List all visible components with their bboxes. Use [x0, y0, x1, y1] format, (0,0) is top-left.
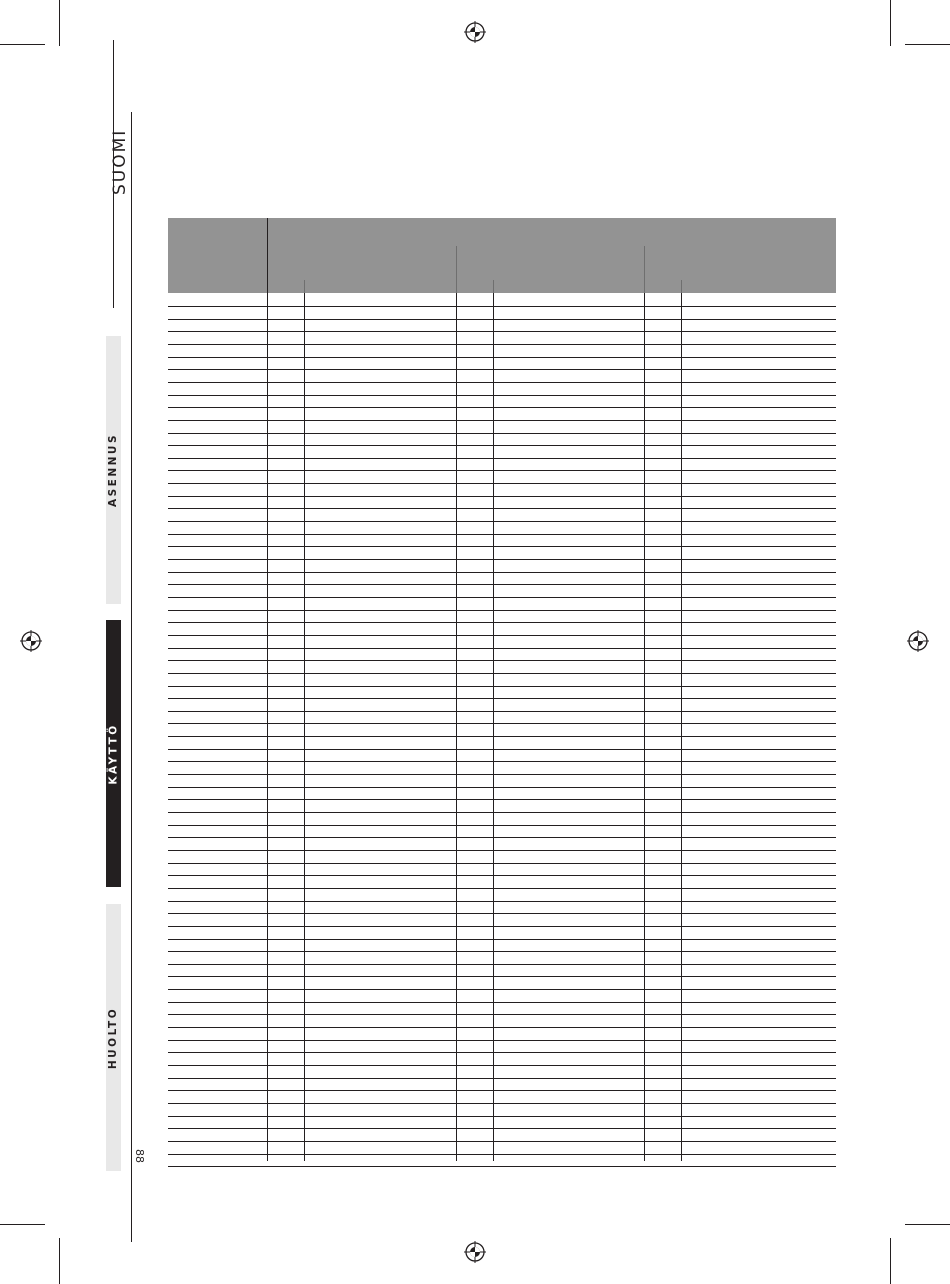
table-row-line: [168, 458, 836, 459]
table-row-line: [168, 660, 836, 661]
table-row-line: [168, 534, 836, 535]
table-row-line: [168, 989, 836, 990]
column-line: [304, 293, 305, 1161]
crop-mark: [0, 44, 45, 45]
header-divider: [644, 246, 645, 293]
table-row-line: [168, 976, 836, 977]
table-row-line: [168, 1154, 836, 1155]
crop-mark: [59, 1238, 60, 1284]
table-row-line: [168, 787, 836, 788]
table-row-line: [168, 901, 836, 902]
column-line: [493, 293, 494, 1161]
page-number: 88: [133, 1149, 146, 1163]
table-row-line: [168, 1027, 836, 1028]
table-row-line: [168, 610, 836, 611]
table-row-line: [168, 1040, 836, 1041]
column-line: [644, 293, 645, 1161]
table-row-line: [168, 1116, 836, 1117]
table-row-line: [168, 825, 836, 826]
table-row-line: [168, 622, 836, 623]
table-row-line: [168, 344, 836, 345]
table-row-line: [168, 584, 836, 585]
table-row-line: [168, 319, 836, 320]
table-row-line: [168, 913, 836, 914]
crop-mark: [0, 1224, 45, 1225]
crop-mark: [905, 44, 950, 45]
column-line: [456, 293, 457, 1161]
tab-asennus-label: ASENNUS: [107, 432, 120, 508]
table-row-line: [168, 875, 836, 876]
table-row-line: [168, 546, 836, 547]
table-row-line: [168, 331, 836, 332]
table-row-line: [168, 812, 836, 813]
tab-kaytto[interactable]: [106, 620, 121, 887]
table-row-line: [168, 888, 836, 889]
header-divider: [456, 246, 457, 293]
tab-huolto[interactable]: [106, 904, 121, 1171]
table-row-line: [168, 761, 836, 762]
table-row-line: [168, 470, 836, 471]
table-row-line: [168, 939, 836, 940]
table-row-line: [168, 799, 836, 800]
column-line: [267, 293, 268, 1161]
language-label: SUOMI: [110, 128, 130, 195]
table-row-line: [168, 369, 836, 370]
table-row-line: [168, 382, 836, 383]
crop-mark: [59, 0, 60, 46]
table-row-line: [168, 420, 836, 421]
crop-mark: [905, 1224, 950, 1225]
table-row-line: [168, 1166, 836, 1167]
crop-mark: [890, 1238, 891, 1284]
table-row-line: [168, 433, 836, 434]
table-row-line: [168, 1141, 836, 1142]
table-row-line: [168, 736, 836, 737]
table-row-line: [168, 711, 836, 712]
header-divider: [681, 280, 682, 293]
table-row-line: [168, 1065, 836, 1066]
header-divider: [267, 218, 268, 293]
table-row-line: [168, 306, 836, 307]
table-row-line: [168, 395, 836, 396]
table-row-line: [168, 521, 836, 522]
table-row-line: [168, 749, 836, 750]
table-row-line: [168, 964, 836, 965]
table-header: [168, 218, 836, 293]
table-row-line: [168, 673, 836, 674]
table-row-line: [168, 951, 836, 952]
table-row-line: [168, 648, 836, 649]
table-row-line: [168, 774, 836, 775]
table-row-line: [168, 496, 836, 497]
table-row-line: [168, 635, 836, 636]
registration-mark-icon: [464, 21, 486, 43]
table-row-line: [168, 698, 836, 699]
tab-kaytto-label: KÄYTTÖ: [107, 722, 120, 785]
margin-rule: [131, 112, 132, 1242]
table-row-line: [168, 926, 836, 927]
table-row-line: [168, 723, 836, 724]
registration-mark-icon: [907, 630, 929, 652]
table-row-line: [168, 1078, 836, 1079]
table-row-line: [168, 1014, 836, 1015]
table-row-line: [168, 445, 836, 446]
table-row-line: [168, 508, 836, 509]
tab-huolto-label: HUOLTO: [107, 1006, 120, 1069]
table-row-line: [168, 863, 836, 864]
registration-mark-icon: [20, 630, 42, 652]
table-row-line: [168, 407, 836, 408]
table-row-line: [168, 837, 836, 838]
log-table: [168, 218, 836, 1161]
table-row-line: [168, 850, 836, 851]
table-row-line: [168, 559, 836, 560]
table-row-line: [168, 1002, 836, 1003]
table-row-line: [168, 483, 836, 484]
table-row-line: [168, 1103, 836, 1104]
table-row-line: [168, 686, 836, 687]
table-row-line: [168, 1128, 836, 1129]
header-divider: [493, 280, 494, 293]
table-row-line: [168, 357, 836, 358]
table-row-line: [168, 572, 836, 573]
registration-mark-icon: [464, 1241, 486, 1263]
table-row-line: [168, 597, 836, 598]
column-line: [681, 293, 682, 1161]
header-divider: [304, 280, 305, 293]
tab-asennus[interactable]: [106, 336, 121, 604]
crop-mark: [890, 0, 891, 46]
table-row-line: [168, 1090, 836, 1091]
table-row-line: [168, 1052, 836, 1053]
